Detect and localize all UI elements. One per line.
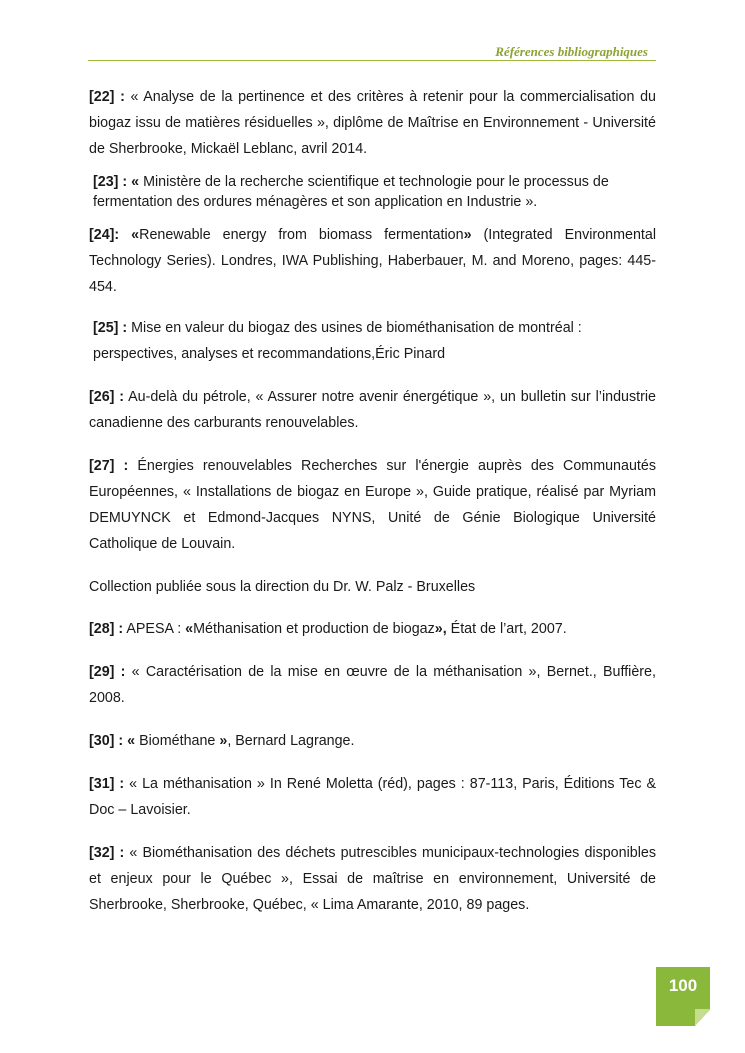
ref-quote: « [127, 174, 140, 190]
ref-text: (Integrated Environmental Technology Series). Londres, IWA Publishing, Haberbauer, M. and Moreno, pages: 445-454. [89, 227, 656, 295]
ref-label: [24]: [89, 227, 120, 243]
ref-text: Énergies renouvelables Recherches sur l'énergie auprès des Communautés Européennes, « Installations de biogaz en Europe », Guide pratique, réalisé par Myriam DEMUYNCK et Edmond-Jacques NYNS, Unité de Génie Biologique Université Catholique de Louvain. [89, 458, 656, 552]
reference-32 [89, 840, 656, 918]
ref-text: « Caractérisation de la mise en œuvre de la méthanisation », Bernet., Buffière, 2008. [89, 664, 656, 706]
ref-text: Collection publiée sous la direction du Dr. W. Palz - Bruxelles [89, 579, 476, 595]
reference-31 [89, 771, 656, 823]
ref-label: [26] : [89, 389, 125, 405]
ref-text: , Bernard Lagrange. [227, 733, 355, 749]
reference-30 [89, 728, 656, 754]
ref-label: [29] : [89, 664, 126, 680]
collection-note [89, 574, 656, 600]
ref-text: Mise en valeur du biogaz des usines de biométhanisation de montréal : perspectives, analyses et recommandations,Éric Pinard [93, 320, 582, 362]
ref-label: [27] : [89, 458, 129, 474]
ref-text: « Biométhanisation des déchets putrescibles municipaux-technologies disponibles et enjeux pour le Québec », Essai de maîtrise en environnement, Université de Sherbrooke, Sherbrooke, Québec, « Lima Amarante, 2010, 89 pages. [89, 845, 656, 913]
ref-text: « La méthanisation » In René Moletta (réd), pages : 87-113, Paris, Éditions Tec & Doc – Lavoisier. [89, 776, 656, 818]
ref-label: [30] : [89, 733, 124, 749]
reference-26 [89, 384, 656, 436]
ref-label: [31] : [89, 776, 125, 792]
ref-label: [25] : [93, 320, 128, 336]
header-divider [88, 60, 656, 61]
ref-label: [32] : [89, 845, 125, 861]
ref-prefix: APESA : [123, 621, 186, 637]
running-header-title: Références bibliographiques [495, 44, 648, 59]
reference-24 [89, 222, 656, 300]
ref-label: [23] : [93, 174, 128, 190]
ref-text: Ministère de la recherche scientifique et technologie pour le processus de fermentation des ordures ménagères et son application en Industrie ». [93, 174, 609, 210]
ref-quote-open: « [119, 227, 140, 243]
reference-27 [89, 453, 656, 557]
page-number: 100 [668, 976, 698, 995]
page-corner-fold [695, 1009, 710, 1026]
ref-quote-open: « [123, 733, 136, 749]
reference-29 [89, 659, 656, 711]
ref-title: Biométhane [135, 733, 220, 749]
reference-22 [89, 84, 656, 162]
reference-25 [89, 315, 656, 367]
ref-quote-close: » [219, 733, 228, 749]
ref-quote-close: », [434, 621, 447, 637]
reference-28 [89, 616, 656, 642]
ref-text: Au-delà du pétrole, « Assurer notre avenir énergétique », un bulletin sur l’industrie canadienne des carburants renouvelables. [89, 389, 656, 431]
ref-title: Méthanisation et production de biogaz [193, 621, 435, 637]
ref-label: [22] : [89, 89, 125, 105]
ref-label: [28] : [89, 621, 124, 637]
ref-text: « Analyse de la pertinence et des critères à retenir pour la commercialisation du biogaz issu de matières résiduelles », diplôme de Maîtrise en Environnement - Université de Sherbrooke, Mickaël Leblanc, avril 2014. [89, 89, 656, 157]
references-list [89, 84, 656, 918]
ref-quote-close: » [463, 227, 472, 243]
ref-title: Renewable energy from biomass fermentation [139, 227, 464, 243]
reference-23 [89, 172, 656, 212]
ref-quote-open: « [185, 621, 194, 637]
ref-text: État de l’art, 2007. [446, 621, 567, 637]
